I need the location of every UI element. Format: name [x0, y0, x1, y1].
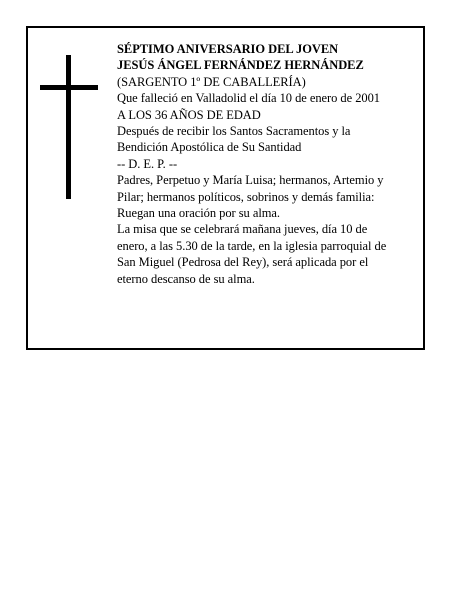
notice-prayer-line: Ruegan una oración por su alma.	[117, 206, 280, 221]
notice-text	[117, 41, 417, 287]
notice-mass-line3: San Miguel (Pedrosa del Rey), será aplicada por el	[117, 255, 369, 270]
notice-sacraments-line2: Bendición Apostólica de Su Santidad	[117, 140, 302, 155]
notice-heading-line1: SÉPTIMO ANIVERSARIO DEL JOVEN	[117, 42, 339, 56]
notice-rank: (SARGENTO 1º DE CABALLERÍA)	[117, 74, 306, 89]
latin-cross-icon	[40, 55, 98, 199]
notice-family-line1: Padres, Perpetuo y María Luisa; hermanos, Artemio y	[117, 173, 384, 188]
notice-heading-line2: JESÚS ÁNGEL FERNÁNDEZ HERNÁNDEZ	[117, 58, 364, 73]
notice-family-line2: Pilar; hermanos políticos, sobrinos y demás familia:	[117, 189, 375, 204]
cross-horizontal-bar	[40, 85, 98, 90]
notice-mass-line4: eterno descanso de su alma.	[117, 271, 255, 286]
obituary-notice	[26, 26, 425, 350]
notice-age-line: A LOS 36 AÑOS DE EDAD	[117, 107, 261, 122]
cross-vertical-bar	[66, 55, 71, 199]
notice-sacraments-line1: Después de recibir los Santos Sacramentos y la	[117, 124, 351, 139]
notice-rip: -- D. E. P. --	[117, 156, 178, 171]
notice-death-line: Que falleció en Valladolid el día 10 de enero de 2001	[117, 91, 381, 106]
notice-mass-line2: enero, a las 5.30 de la tarde, en la iglesia parroquial de	[117, 238, 387, 253]
notice-mass-line1: La misa que se celebrará mañana jueves, día 10 de	[117, 222, 368, 237]
